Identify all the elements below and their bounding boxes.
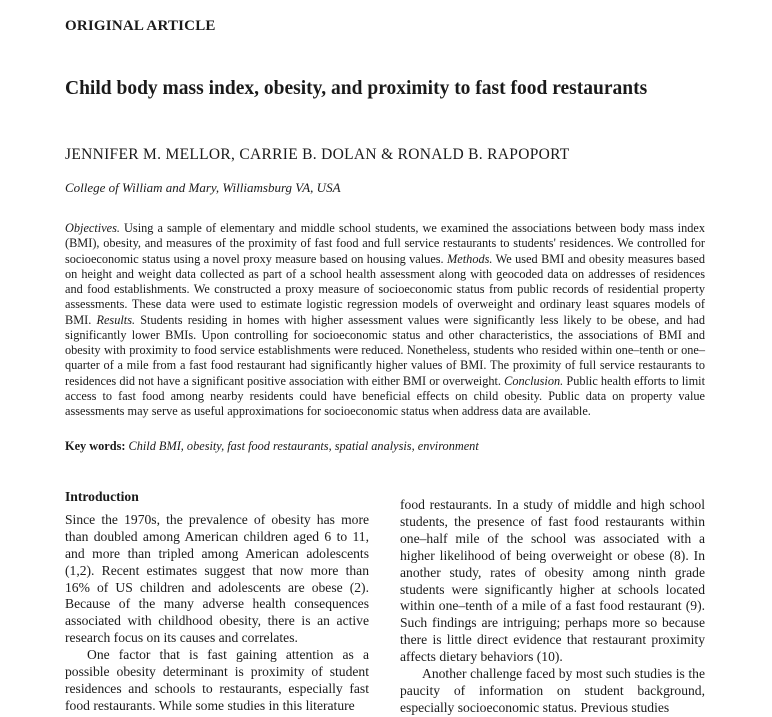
intro-paragraph-1: Since the 1970s, the prevalence of obesity has more than doubled among American children aged 6 to 11, and more than tripled among American adolescents (1,2). Recent estimates suggest that now more than 16% of US children and adolescents are obese (2). Because of the many adverse health consequences associated with childhood obesity, there is an active research focus on its causes and correlates. bbox=[65, 511, 369, 646]
right-column bbox=[400, 497, 705, 717]
author-list: JENNIFER M. MELLOR, CARRIE B. DOLAN & RONALD B. RAPOPORT bbox=[65, 146, 570, 163]
abstract-conclusion-label: Conclusion. bbox=[504, 373, 564, 388]
abstract-objectives-label: Objectives. bbox=[65, 221, 120, 235]
abstract-objectives-text: Using a sample of elementary and middle school students, we examined the associations between body mass index (BMI), obesity, and measures of the proximity of fast food and full service restaurants to students' residences. We controlled for socioeconomic status using a novel proxy measure based on housing values. bbox=[65, 221, 705, 266]
keywords-text: Child BMI, obesity, fast food restaurants, spatial analysis, environment bbox=[128, 439, 479, 453]
article-title: Child body mass index, obesity, and proximity to fast food restaurants bbox=[65, 78, 648, 99]
intro-paragraph-3: food restaurants. In a study of middle and high school students, the presence of fast food restaurants within one–half mile of the school was associated with a higher likelihood of being overweight or obese (8). In another study, rates of obesity among ninth grade students were significantly higher at schools located within one–tenth of a mile of a fast food restaurant (9). Such findings are intriguing; perhaps more so because there is little direct evidence that restaurant proximity affects dietary behaviors (10). bbox=[400, 497, 705, 665]
affiliation: College of William and Mary, Williamsburg VA, USA bbox=[65, 180, 341, 195]
abstract bbox=[65, 221, 705, 419]
abstract-results-text: Students residing in homes with higher assessment values were significantly less likely to be obese, and had significantly lower BMIs. Upon controlling for socioeconomic status and other characteristics, the associations of BMI and obesity with proximity to food service establishments were reduced. Nonetheless, students who resided within one–tenth or one–quarter of a mile from a fast food restaurant had significantly higher values of BMI. The proximity of full service restaurants to residences did not have a significant positive association with either BMI or overweight. bbox=[65, 312, 705, 388]
introduction-heading: Introduction bbox=[65, 489, 139, 504]
abstract-results-label: Results. bbox=[96, 312, 136, 327]
abstract-methods-text: We used BMI and obesity measures based on height and weight data collected as part of a school health assessment along with geocoded data on addresses of residences and food establishments. We constructed a proxy measure of socioeconomic status from public records of residential property assessments. These data were used to estimate logistic regression models of overweight and ordinary least squares models of BMI. bbox=[65, 251, 705, 327]
keywords-label: Key words: bbox=[65, 439, 126, 453]
abstract-methods-label: Methods. bbox=[447, 251, 493, 266]
left-column bbox=[65, 489, 369, 715]
keywords bbox=[65, 439, 725, 454]
abstract-conclusion-text: Public health efforts to limit access to fast food among nearby residents could have beneficial effects on child obesity. Public data on property value assessments may serve as useful approximations for socioeconomic status when address data are available. bbox=[65, 373, 705, 418]
intro-paragraph-4: Another challenge faced by most such studies is the paucity of information on student background, especially socioeconomic status. Previous studies bbox=[400, 666, 705, 715]
intro-paragraph-2: One factor that is fast gaining attention as a possible obesity determinant is proximity of student residences and schools to restaurants, especially fast food restaurants. While some studies in this literature bbox=[65, 647, 369, 713]
section-label: ORIGINAL ARTICLE bbox=[65, 18, 216, 34]
